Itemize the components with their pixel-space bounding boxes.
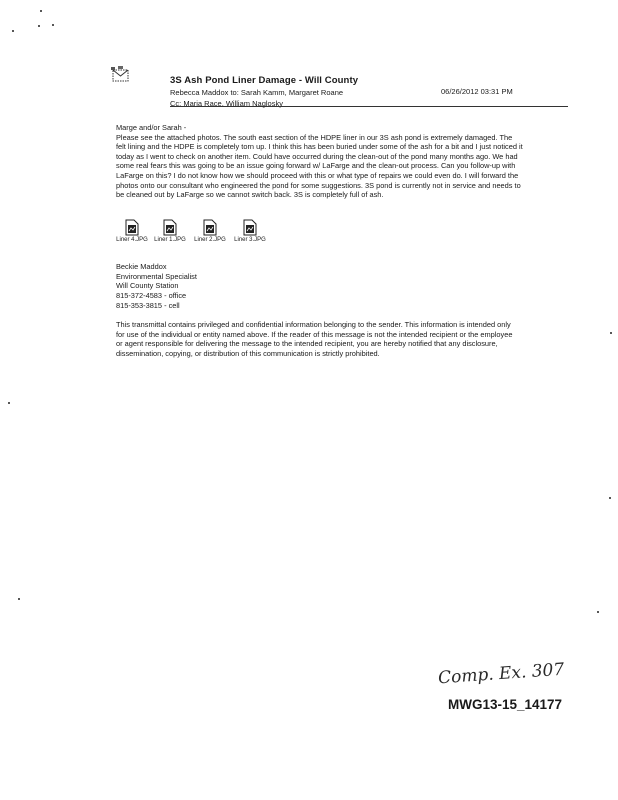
confidentiality-disclaimer: This transmittal contains privileged and confidential information belonging to the sender. This information is intended only for use of the individual or entity named above. If the reader of this message is not the intended recipient or the employee or agent responsible for delivering the message to the intended recipient, you are hereby notified that any disclosure, dissemination, copying, or distribution of this communication is strictly prohibited. (116, 320, 513, 359)
attachment-filename: Liner 3.JPG (234, 237, 266, 243)
header-divider (170, 106, 568, 107)
attachment-item[interactable] (234, 219, 266, 244)
email-to: Sarah Kamm, Margaret Roane (240, 88, 344, 97)
attachment-filename: Liner 1.JPG (154, 237, 186, 243)
email-paragraph: Please see the attached photos. The south east section of the HDPE liner in our 3S ash pond is extremely damaged. The felt lining and the HDPE is completely torn up. I think this has been buried under some of the ash for a bit and I just noticed it today as I went to check on another item. Could have occurred during the clean-out of the pond many months ago. We had some real fears this was going to be an issue going forward w/ LaFarge and the clean-out process. Can you follow-up with LaFarge on this? I do not know how we should proceed with this or what type of repairs we could even do. I will forward the photos onto our consultant who engineered the pond for some suggestions. 3S pond is currently not in service and needs to be cleaned out by LaFarge so we cannot switch back. 3S is completely full of ash. (116, 132, 523, 200)
image-file-icon (125, 219, 139, 236)
email-cc-label: Cc: (170, 99, 182, 108)
signature-office-phone: 815-372-4583 - office (116, 291, 187, 301)
email-body (116, 123, 524, 200)
attachment-filename: Liner 4.JPG (116, 237, 148, 243)
email-from: Rebecca Maddox (170, 88, 229, 97)
image-file-icon (203, 219, 217, 236)
attachment-item[interactable] (116, 219, 148, 244)
bates-number: MWG13-15_14177 (448, 697, 563, 712)
email-datetime: 06/26/2012 03:31 PM (441, 87, 513, 96)
image-file-icon (243, 219, 257, 236)
attachment-list (116, 219, 286, 253)
attachment-item[interactable] (194, 219, 226, 244)
image-file-icon (163, 219, 177, 236)
signature-cell-phone: 815-353-3815 - cell (116, 300, 180, 310)
attachment-item[interactable] (154, 219, 186, 244)
signature-name: Beckie Maddox (116, 262, 167, 271)
signature-station: Will County Station (116, 281, 179, 291)
email-greeting: Marge and/or Sarah - (116, 123, 187, 132)
attachment-filename: Liner 2.JPG (194, 237, 226, 243)
email-to-label: to: (230, 88, 239, 97)
email-signature (116, 262, 197, 311)
signature-title: Environmental Specialist (116, 271, 197, 281)
email-envelope-icon (110, 66, 132, 84)
email-from-to-line (170, 88, 343, 97)
email-cc: Maria Race, William Naglosky (183, 99, 283, 108)
email-subject: 3S Ash Pond Liner Damage - Will County (170, 75, 359, 86)
handwritten-exhibit-label: Comp. Ex. 307 (437, 659, 565, 689)
